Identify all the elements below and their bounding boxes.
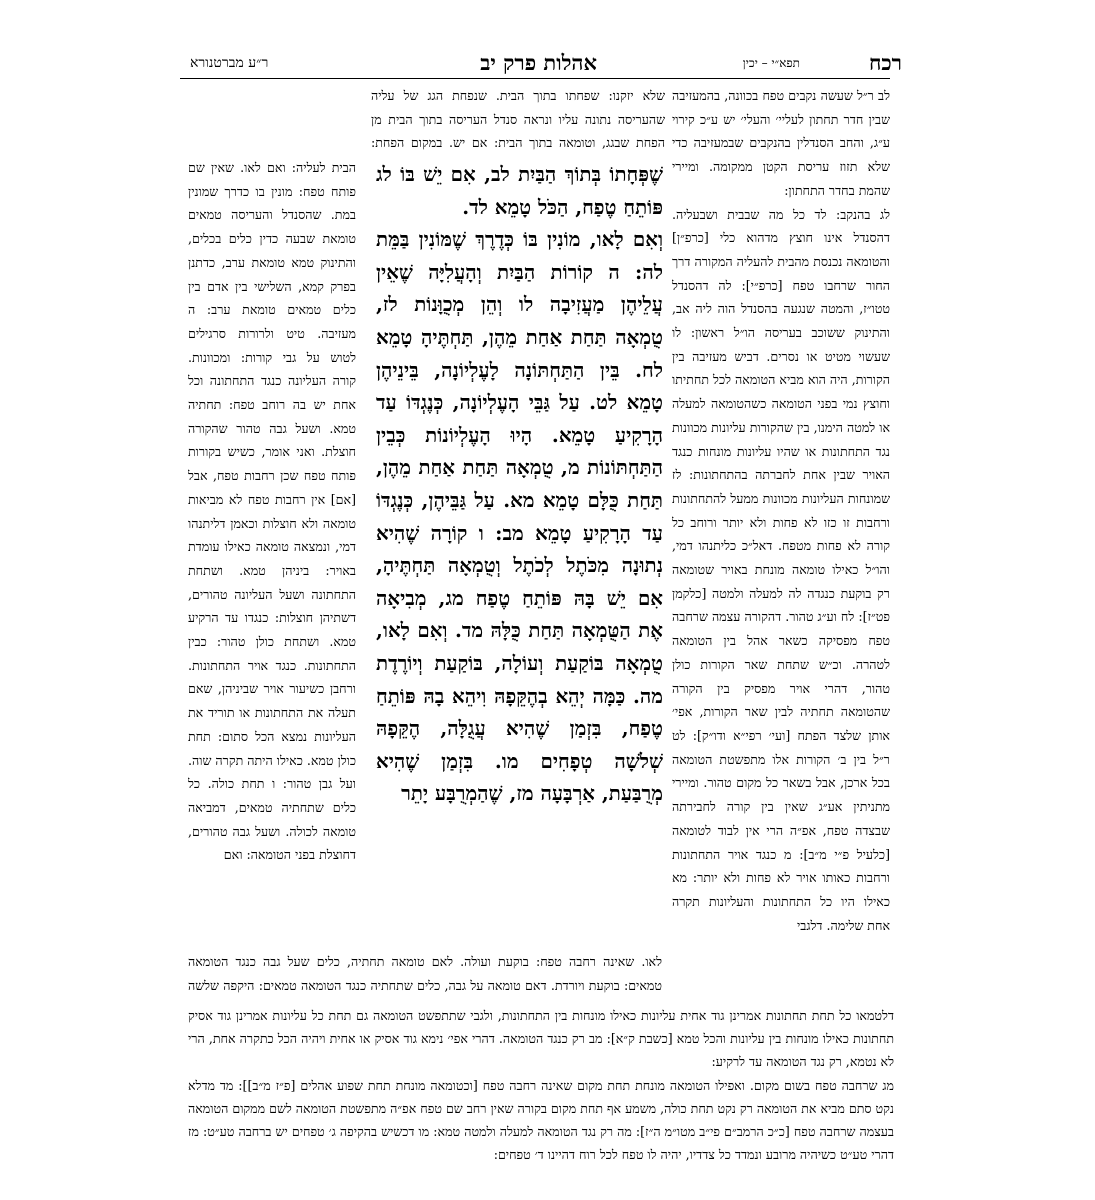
commentary-paragraph: מג שרחבה טפח בשום מקום. ואפילו הטומאה מונחת תחת מקום שאינה רחבה טפח [וכטומאה מונחת תחת שפוע אהלים [פ״ז מ״ב]]: מד מדלא נקט סתם מביא את הטומאה רק נקט תחת כולה, משמע אף תחת מקום בקורה שאין רחב שם טפח אפ״ה מתפשטת הטומאה לשם ממקום הטומאה בעצמה שרחבה טפח [כ״כ הרמב״ם פי״ב מטו״מ ה״ז]: מה רק נגד הטומאה למעלה ולמטה טמא: מו דכשיש בהקיפה ג׳ טפחים יש ברחבה טע״ט: מז דהרי טע״ט כשיהיה מרובע ונמדד כל צדדיו, יהיה לו טפח לכל רוח דהיינו ד׳ טפחים: [188,1077,894,1163]
running-title-right: תפא״י – יכין [742,56,800,70]
commentary-paragraph: הבית לעליה: ואם לאו. שאין שם פותח טפח: מונין בו כדרך שמונין במת. שהסנדל והעריסה טמאים טומאת שבעה כדין כלים בכלים, והתינוק טמא טומאת ערב, כדתנן בפרק קמא, השלישי בין אדם בין כלים טמאים טומאת ערב: ה מעזיבה. טיט ולרורות סרגילים לטוש על גבי קורות: ומכוונות. קורה העליונה כנגד התחתונה וכל אחת יש בה רוחב טפח: תחתיה טמא. ושעל גבה טהור שהקורה חוצלת. ואני אומר, כשיש בקורות פותח טפח שכן רחבות טפח, אבל [אם] אין רחבות טפח לא מביאות טומאה ולא חוצלות וכאמן דליתנהו דמי, ונמצאה טומאה כאילו עומדת באויר: ביניהן טמא. ושתחת התחתונה ושעל העליונה טהורים, דשתיהן חוצלות: כנגדו עד הרקיע טמא. ושתחת כולן טהור: כבין התחתונות. כנגד אויר התחתונות. ורחבן כשיעור אויר שביניהן, שאם תעלה את התחתונות או תוריד את העליונות נמצא הכל סתום: תחת כולן טמא. כאילו היתה תקרה שוה. ועל גבן טהור: ו תחת כולה. כל כלים שתחתיה טמאים, דמביאה טומאה לכולה. ושעל גבה טהורים, דחוצלת בפני הטומאה: ואם [188,160,356,863]
running-title-left: ר״ע מברטנורא [190,55,269,71]
mishnah-paragraph: שֶׁפְּחָתוֹ בְּתוֹךְ הַבַּיִת לב, אִם יֵשׁ בּוֹ לג פּוֹתֵחַ טֶפַח, הַכֹּל טָמֵא לד. [376,162,663,219]
commentary-paragraph: לב ר״ל שעשה נקבים טפח בכוונה, בהמעזיבה שבין חדר תחתון לעליי׳ והעלי׳ יש ע״כ קירוי ע״ג, והחב הסנדלין בהנקבים שבמעזיבה כדי שלא תזוז עריסת הקטן ממקומה. ומיירי שהמת בחדר התחתון: [672,88,890,198]
commentary-tiferet-yisrael [672,84,890,1004]
mishnah-text [376,158,663,948]
commentary-paragraph: שלא יזקנו: שפחתו בתוך הבית. שנפחת הגג של עליה שהעריסה נתונה עליו ונראה סנדל העריסה בתוך הבית מן הפחת שבגג, וטומאה בתוך הבית: אם יש. במקום הפחת: [371,88,665,151]
commentary-paragraph: לג בהנקב: לד כל מה שבבית ושבעליה. דהסנדל אינו חוצץ מדהוא כלי [כרפ״ן] והטומאה נכנסת מהבית להעליה המקורה דרך החור שרחבו טפח [כרפ״י]: לה דהסנדל טטו״ז, והמטה שנגעה בהסנדל הוה ליה אב, והתינוק ששוכב בעריסה הו״ל ראשון: לו שעשוי מטיט או נסרים. דביש מעזיבה בין הקורות, היה הוא מביא הטומאה לכל תחתיתו וחוצץ נמי בפני הטומאה כשהטומאה למעלה או למטה הימנו, בין שהקורות עליונות מכוונות נגד התחתונות או שהיו עליונות מונחות כנגד האויר שבין אחת לחברתה בהתחתונות: לז שמונחות העליונות מכוונות ממעל להתחתונות ורחבות זו כזו לא פחות ולא יותר ורוחב כל קורה לא פחות מטפח. דאל״כ כליתנהו דמי, והו״ל כאילו טומאה מונחת באויר שטומאה רק בוקעת כנגדה לה למעלה ולמטה [כלקמן פט״ז]: לח וע״ג טהור. דהקורה עצמה שרחבה טפח מפסיקה כשאר אהל בין הטומאה לטהרה. וכ״ש שתחת שאר הקורות כולן טהור, דהרי אויר מפסיק בין הקורה שהטומאה תחתיה לבין שאר הקורות, אפי׳ אותן שלצד הפתח [ועי׳ רפי״א ודו״ק]: לט ר״ל בין ב׳ הקורות אלו מתפשטת הטומאה בכל ארכן, אבל בשאר כל מקום טהור. ומיירי מתניתין אע״ג שאין בין קורה לחבירתה שבצדה טפח, אפ״ה הרי אין לבוד לטומאה [כלעיל פ״י מ״ב]: מ כנגד אויר התחתונות ורחבות כאותו אויר לא פחות ולא יותר: מא כאילו היו כל התחתונות והעליונות תקרה אחת שלימה. דלגבי [672,206,890,933]
commentary-bartenura-bottom [188,950,662,1000]
page-title: אהלות פרק יב [480,50,597,75]
header-rule [180,78,890,79]
commentary-bartenura-top [371,84,665,156]
commentary-paragraph: דלטמאו כל תחת תחתונות אמרינן גוד אחית עליונות כאילו מונחות בין התחתונות, ולגבי שתתפשט הטומאה גם תחת כל עליונות אמרינן גוד אסיק תחתונות כאילו מונחות בין עליונות והכל טמא [כשבת ק״א]: מב רק כנגד הטומאה. דהרי אפי׳ נימא גוד אסיק או אחית ויהיה הכל כתקרה אחת, הרי לא נטמא, רק נגד הטומאה עד לרקיע: [188,1008,894,1070]
page-number: רכח [868,50,902,75]
commentary-bartenura [188,156,356,904]
commentary-bottom-wide [188,1004,894,1180]
commentary-paragraph: לאו. שאינה רחבה טפח: בוקעת ועולה. לאם טומאה תחתיה, כלים שעל גבה כנגד הטומאה טמאים: בוקעת ויורדת. דאם טומאה על גבה, כלים שתחתיה כנגד הטומאה טמאים: היקפה שלשה [188,954,662,993]
mishnah-paragraph: וְאִם לָאו, מוֹנִין בּוֹ כְּדֶרֶךְ שֶׁמּוֹנִין בַּמֵּת לה: ה קוֹרוֹת הַבַּיִת וְהָעֲלִיָּה שֶׁאֵין עֲלֵיהֶן מַעֲזִיבָה לו וְהֵן מְכֻוָּנוֹת לז, טֻמְאָה תַּחַת אַחַת מֵהֶן, תַּחְתֶּיהָ טָמֵא לח. בֵּין הַתַּחְתּוֹנָה לָעֶלְיוֹנָה, בֵּינֵיהֶן טָמֵא לט. עַל גַּבֵּי הָעֶלְיוֹנָה, כְּנֶגְדּוֹ עַד הָרָקִיעַ טָמֵא. הָיוּ הָעֶלְיוֹנוֹת כְּבֵין הַתַּחְתּוֹנוֹת מ, טֻמְאָה תַּחַת אַחַת מֵהֶן, תַּחַת כֻּלָּם טָמֵא מא. עַל גַּבֵּיהֶן, כְּנֶגְדּוֹ עַד הָרָקִיעַ טָמֵא מב: ו קוֹרָה שֶׁהִיא נְתוּנָה מִכֹּתֶל לְכֹתֶל וְטֻמְאָה תַּחְתֶּיהָ, אִם יֵשׁ בָּהּ פּוֹתֵחַ טֶפַח מג, מְבִיאָה אֶת הַטֻּמְאָה תַּחַת כֻּלָּהּ מד. וְאִם לָאו, טֻמְאָה בּוֹקַעַת וְעוֹלָה, בּוֹקַעַת וְיוֹרֶדֶת מה. כַּמָּה יְהֵא בְהֶקֵּפָהּ וִיהֵא בָהּ פּוֹתֵחַ טֶפַח, בִּזְמַן שֶׁהִיא עֲגֻלָּה, הֶקֵּפָהּ שְׁלֹשָׁה טְפָחִים מו. בִּזְמַן שֶׁהִיא מְרֻבַּעַת, אַרְבָּעָה מז, שֶׁהַמְרֻבָּע יָתֵר [376,227,663,806]
